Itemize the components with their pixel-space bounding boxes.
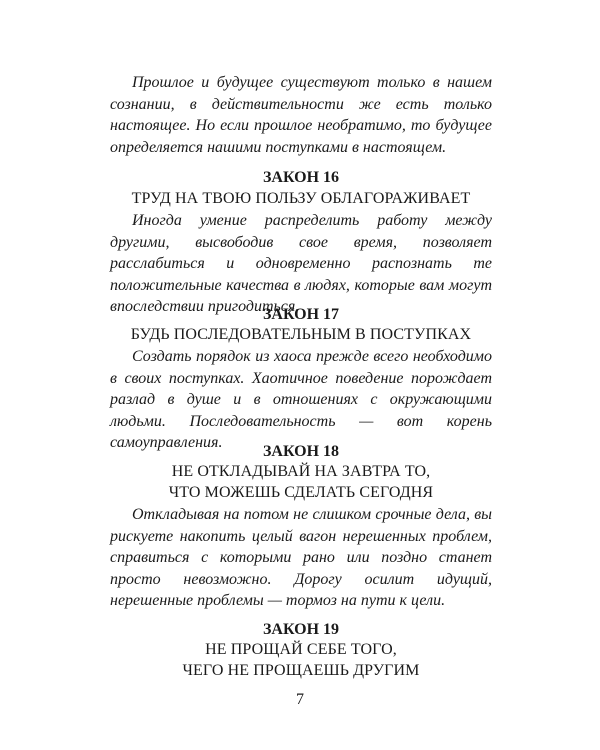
law-18-subtitle-line2: ЧТО МОЖЕШЬ СДЕЛАТЬ СЕГОДНЯ <box>168 484 434 501</box>
law-16-paragraph: Иногда умение распределить работу между другими, высвободив свое время, позволяет расслабиться и одновременно распознать те положительные качества в людях, которые вам могут впоследствии пригодиться. <box>110 212 492 315</box>
law-19-subtitle-line1: НЕ ПРОЩАЙ СЕБЕ ТОГО, <box>205 641 397 658</box>
law-18-paragraph: Откладывая на потом не слишком срочные дела, вы рискуете накопить целый вагон нерешенных проблем, справиться с которыми рано или поздно станет просто невозможно. Дорогу осилит идущий, нерешенные проблемы — тормоз на пути к цели. <box>110 506 492 609</box>
law-19-subtitle-line2: ЧЕГО НЕ ПРОЩАЕШЬ ДРУГИМ <box>182 662 420 679</box>
law-17-paragraph: Создать порядок из хаоса прежде всего необходимо в своих поступках. Хаотичное поведение порождает разлад в душе и в отношениях с окружающими людьми. Последовательность — вот корень самоуправления. <box>110 348 492 451</box>
law-17-title: ЗАКОН 17 <box>262 306 340 323</box>
intro-paragraph: Прошлое и будущее существуют только в нашем сознании, в действительности же есть только настоящее. Но если прошлое необратимо, то будущее определяется нашими поступками в настоящем. <box>110 74 492 156</box>
law-16-subtitle: ТРУД НА ТВОЮ ПОЛЬЗУ ОБЛАГОРАЖИВАЕТ <box>131 190 471 207</box>
law-19-title: ЗАКОН 19 <box>262 621 340 638</box>
law-16-title: ЗАКОН 16 <box>262 169 340 186</box>
law-18-title: ЗАКОН 18 <box>262 443 340 460</box>
page-number: 7 <box>296 691 304 708</box>
law-18-subtitle-line1: НЕ ОТКЛАДЫВАЙ НА ЗАВТРА ТО, <box>171 463 431 480</box>
law-17-subtitle: БУДЬ ПОСЛЕДОВАТЕЛЬНЫМ В ПОСТУПКАХ <box>130 326 472 343</box>
